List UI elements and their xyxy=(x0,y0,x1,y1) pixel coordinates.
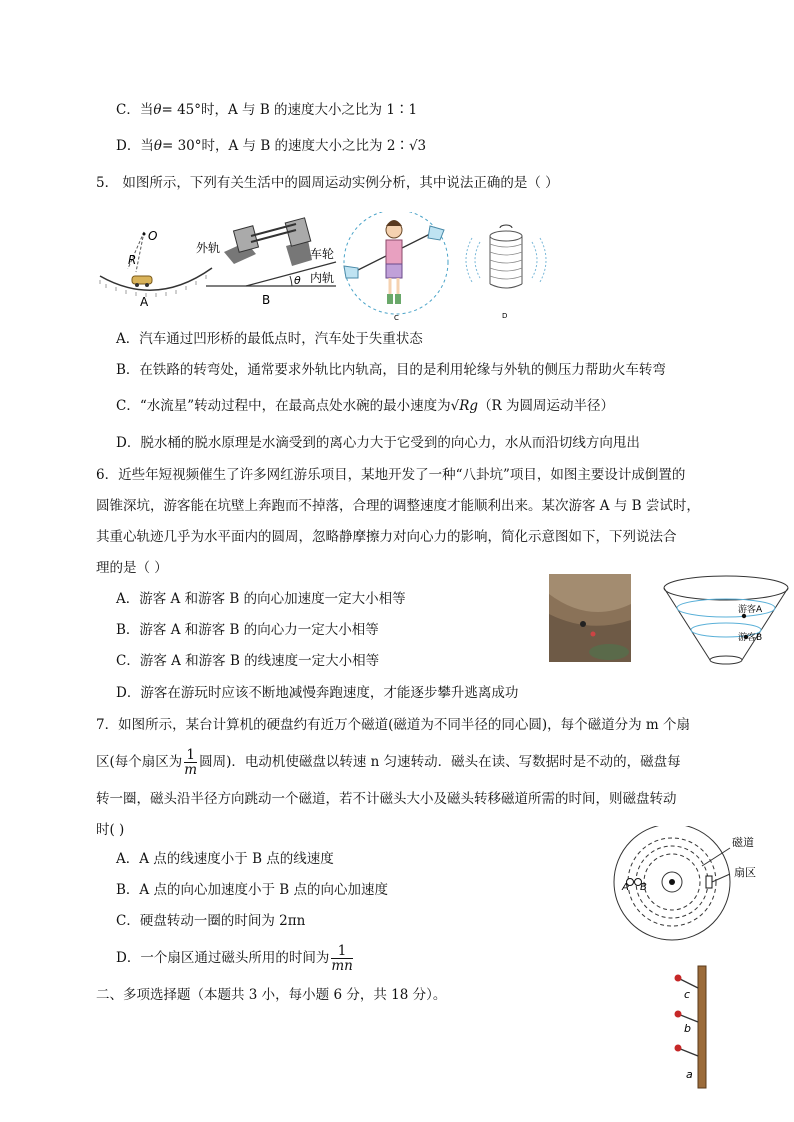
fig-a-o-label: O xyxy=(148,229,158,243)
q5-option-a: A．汽车通过凹形桥的最低点时，汽车处于失重状态 xyxy=(116,331,423,347)
cone-label-b: 游客B xyxy=(738,633,763,643)
fig-c-water-meteor xyxy=(344,212,448,322)
dart-b-icon xyxy=(675,1011,682,1018)
q5-figures xyxy=(96,212,566,324)
cone-label-a: 游客A xyxy=(738,605,763,615)
dart-a-label: a xyxy=(686,1068,693,1081)
dart-c-icon xyxy=(675,975,682,982)
q7-stem-line4: 时( ) xyxy=(96,822,125,838)
q7-option-a: A．A 点的线速度小于 B 点的线速度 xyxy=(116,851,334,867)
dart-b-label: b xyxy=(684,1022,691,1035)
q7-stem-line1: 7．如图所示，某台计算机的硬盘约有近万个磁道(磁道为不同半径的同心圆)，每个磁道分为 m 个扇 xyxy=(96,717,691,733)
q5-option-d: D．脱水桶的脱水原理是水滴受到的离心力大于它受到的向心力，水从而沿切线方向甩出 xyxy=(116,435,640,451)
fig-b-theta-label: θ xyxy=(294,274,301,287)
darts-figure xyxy=(666,964,716,1090)
q5-stem: 5． 如图所示，下列有关生活中的圆周运动实例分析，其中说法正确的是（ ） xyxy=(96,175,559,191)
q7-option-c: C．硬盘转动一圈的时间为 2πn xyxy=(116,913,306,929)
q6-stem-line4: 理的是（ ） xyxy=(96,560,168,576)
fig-b-inner-label: 内轨 xyxy=(310,271,335,285)
fig-d-spin-dryer xyxy=(466,225,546,320)
q7-option-d: D．一个扇区通过磁头所用的时间为 $\frac{1}{mn}$ xyxy=(116,943,353,974)
fig-a-r-label: R xyxy=(128,253,137,267)
q6-stem-line1: 6．近些年短视频催生了许多网红游乐项目，某地开发了一种“八卦坑”项目，如图主要设计成倒置的 xyxy=(96,467,686,483)
q6-cone-diagram xyxy=(662,574,794,666)
fig-b-outer-label: 外轨 xyxy=(196,241,221,255)
q7-stem-line3: 转一圈，磁头沿半径方向跳动一个磁道，若不计磁头大小及磁头转移磁道所需的时间，则磁盘转动 xyxy=(96,791,677,807)
fig-b-caption: B xyxy=(262,293,271,307)
fig-c-caption: C xyxy=(394,314,399,322)
q7-option-b: B．A 点的向心加速度小于 B 点的向心加速度 xyxy=(116,882,388,898)
fig-d-caption: D xyxy=(502,312,508,320)
q5-option-b: B．在铁路的转弯处，通常要求外轨比内轨高，目的是利用轮缘与外轨的侧压力帮助火车转弯 xyxy=(116,362,666,378)
q4-option-d: D．当θ= 30°时，A 与 B 的速度大小之比为 2∶√3 xyxy=(116,138,427,154)
q6-option-a: A．游客 A 和游客 B 的向心加速度一定大小相等 xyxy=(116,591,406,607)
q6-stem-line3: 其重心轨迹几乎为水平面内的圆周，忽略静摩擦力对向心力的影响，简化示意图如下，下列说法合 xyxy=(96,529,677,545)
disk-point-a-label: A xyxy=(622,882,629,893)
q4-option-c: C．当θ= 45°时，A 与 B 的速度大小之比为 1∶1 xyxy=(116,102,418,118)
fig-b-wheel-label: 车轮 xyxy=(310,247,335,261)
q7-disk-diagram xyxy=(606,826,776,944)
q5-option-c: C．“水流星”转动过程中，在最高点处水碗的最小速度为√Rg（R 为圆周运动半径） xyxy=(116,398,615,414)
q6-stem-line2: 圆锥深坑，游客能在坑壁上奔跑而不掉落，合理的调整速度才能顺利出来。某次游客 A 与 B 尝试时， xyxy=(96,498,700,514)
fig-a-caption: A xyxy=(140,295,149,309)
disk-point-b-label: B xyxy=(640,882,647,893)
q6-option-c: C．游客 A 和游客 B 的线速度一定大小相等 xyxy=(116,653,380,669)
fig-b-railway xyxy=(196,218,336,307)
q6-option-d: D．游客在游玩时应该不断地减慢奔跑速度，才能逐步攀升逃离成功 xyxy=(116,685,519,701)
q7-stem-line2: 区(每个扇区为 $\frac{1}{m}$ 圆周)．电动机使磁盘以转速 n 匀速转动．磁头在读、写数据时是不动的，磁盘每 xyxy=(96,747,681,778)
q6-option-b: B．游客 A 和游客 B 的向心力一定大小相等 xyxy=(116,622,379,638)
q6-photo xyxy=(549,574,631,662)
dart-c-label: c xyxy=(684,988,691,1001)
dart-a-icon xyxy=(675,1045,682,1052)
disk-track-label: 磁道 xyxy=(732,836,754,849)
section-2-title: 二、多项选择题（本题共 3 小，每小题 6 分，共 18 分）。 xyxy=(96,987,447,1003)
disk-sector-label: 扇区 xyxy=(734,866,756,879)
